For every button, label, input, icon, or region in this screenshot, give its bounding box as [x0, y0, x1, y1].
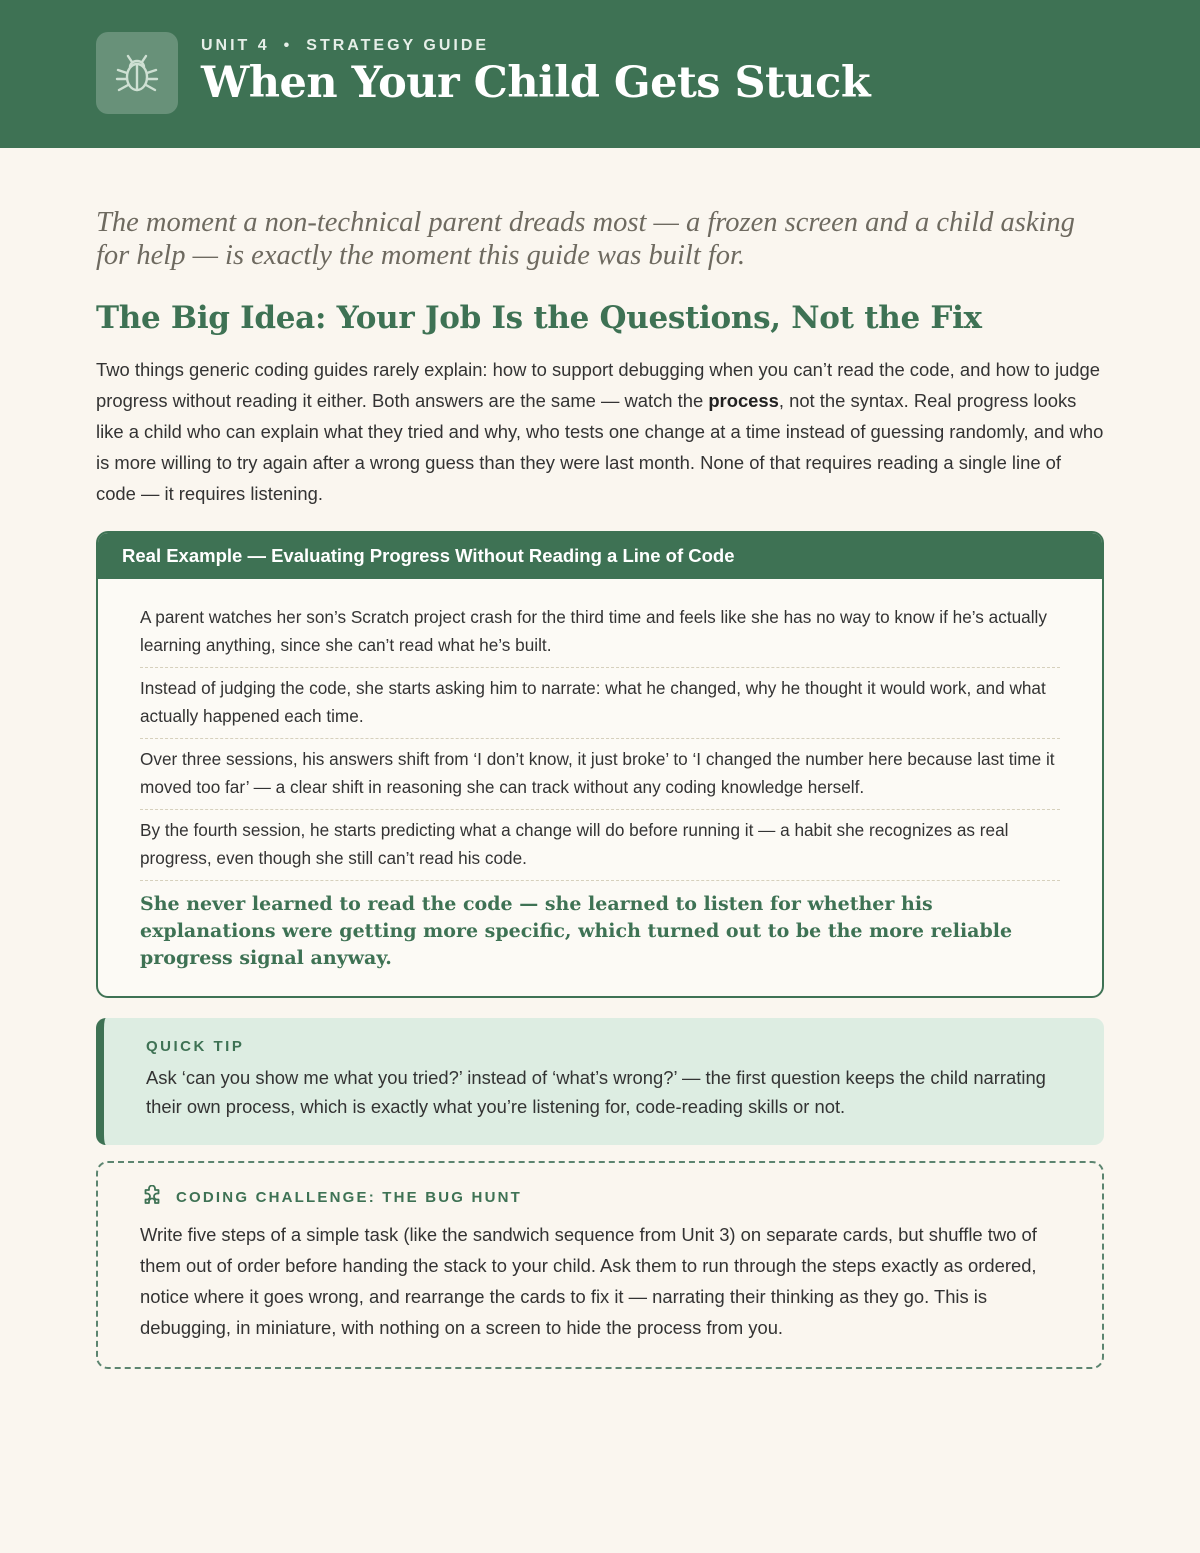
- example-step: Instead of judging the code, she starts asking him to narrate: what he changed, why he thought it would work, and what actually happened each time.: [140, 668, 1060, 739]
- unit-label: UNIT 4: [201, 37, 270, 54]
- quick-tip-text: Ask ‘can you show me what you tried?’ instead of ‘what’s wrong?’ — the first question keeps the child narrating their own process, which is exactly what you’re listening for, code-reading skills or not.: [146, 1067, 1046, 1117]
- example-step: Over three sessions, his answers shift from ‘I don’t know, it just broke’ to ‘I changed the number here because last time it moved too far’ — a clear shift in reasoning she can track without any coding knowledge herself.: [140, 739, 1060, 810]
- example-step: A parent watches her son’s Scratch project crash for the third time and feels like she has no way to know if he’s actually learning anything, since she can’t read what he’s built.: [140, 599, 1060, 668]
- big-idea-text-start: Two things generic coding guides rarely explain: how to support debugging when you can’t read the code, and how to judge progress without reading it either. Both answers are the same — watch the: [96, 359, 1100, 411]
- kicker-separator: •: [283, 37, 293, 54]
- coding-challenge-box: [96, 1161, 1104, 1369]
- page-title: When Your Child Gets Stuck: [201, 58, 871, 108]
- puzzle-piece-icon: [140, 1185, 164, 1209]
- coding-challenge-label: CODING CHALLENGE: THE BUG HUNT: [176, 1188, 522, 1206]
- intro-text: The moment a non-technical parent dreads most — a frozen screen and a child asking for help — is exactly the moment this guide was built for.: [96, 207, 1075, 271]
- big-idea-emphasis: process: [708, 390, 779, 411]
- main-content: [0, 206, 1200, 1369]
- quick-tip-box: [96, 1018, 1104, 1145]
- real-example-title: Real Example — Evaluating Progress Without Reading a Line of Code: [98, 533, 1102, 579]
- page-header: [0, 0, 1200, 148]
- example-conclusion: She never learned to read the code — she learned to listen for whether his explanations were getting more specific, which turned out to be the more reliable progress signal anyway.: [140, 893, 1013, 969]
- real-example-box: [96, 531, 1104, 998]
- coding-challenge-header: [140, 1185, 1060, 1209]
- real-example-body: [98, 579, 1102, 996]
- unit-logo: [96, 32, 178, 114]
- big-idea-text-end: , not the syntax. Real progress looks like a child who can explain what they tried and why, who tests one change at a time instead of guessing randomly, and who is more willing to try again after a wrong guess than they were last month. None of that requires reading a single line of code — it requires listening.: [96, 390, 1104, 504]
- quick-tip-label: QUICK TIP: [146, 1038, 245, 1055]
- bug-icon: [109, 45, 165, 101]
- big-idea-text: [96, 354, 1104, 509]
- example-step: By the fourth session, he starts predicting what a change will do before running it — a habit she recognizes as real progress, even though she still can’t read his code.: [140, 810, 1060, 881]
- big-idea-heading: The Big Idea: Your Job Is the Questions, Not the Fix: [96, 300, 982, 336]
- coding-challenge-text: Write five steps of a simple task (like the sandwich sequence from Unit 3) on separate cards, but shuffle two of them out of order before handing the stack to your child. Ask them to run through the steps exactly as ordered, notice where it goes wrong, and rearrange the cards to fix it — narrating their thinking as they go. This is debugging, in miniature, with nothing on a screen to hide the process from you.: [140, 1224, 1037, 1338]
- unit-kicker: [201, 37, 489, 55]
- guide-type-label: STRATEGY GUIDE: [306, 37, 490, 54]
